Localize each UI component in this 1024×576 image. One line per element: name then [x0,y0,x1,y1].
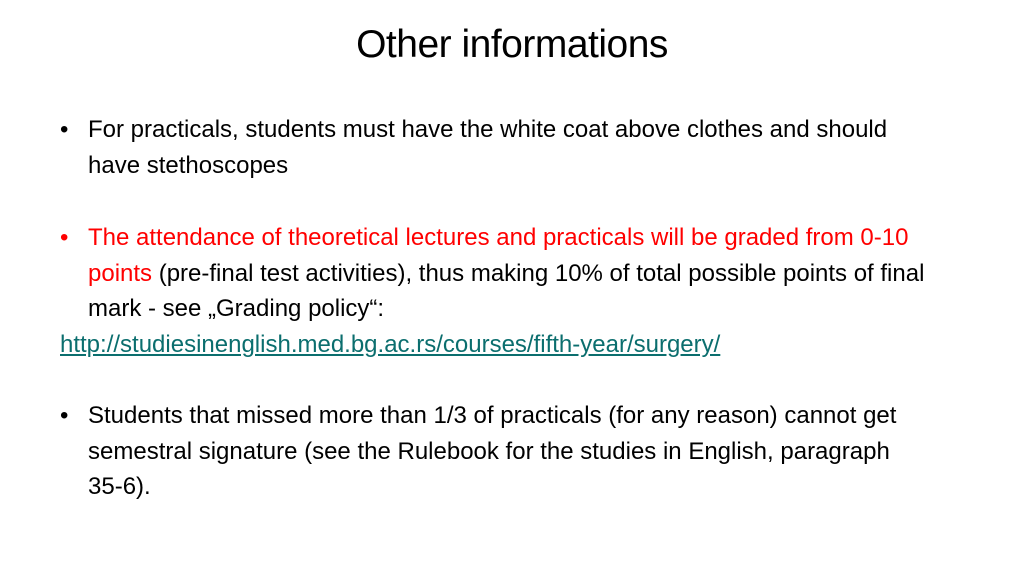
bullet-text: For practicals, students must have the white coat above clothes and should have stethoscopes [88,116,888,179]
bullet-text [88,220,928,327]
bullet-icon: • [60,224,69,251]
slide-title: Other informations [356,23,668,66]
bullet-text: Students that missed more than 1/3 of practicals (for any reason) cannot get semestral signature (see the Rulebook for the studies in English, paragraph 35-6). [88,402,897,500]
bullet-icon: • [60,402,69,429]
bullet-icon: • [60,116,69,143]
course-link[interactable]: http://studiesinenglish.med.bg.ac.rs/courses/fifth-year/surgery/ [60,331,721,358]
bullet-text-rest: (pre-final test activities), thus making 10% of total possible points of final mark - see „Grading policy“: [88,259,925,322]
highlighted-text: The attendance of theoretical lectures and practicals will be graded from 0-10 points [88,224,909,287]
